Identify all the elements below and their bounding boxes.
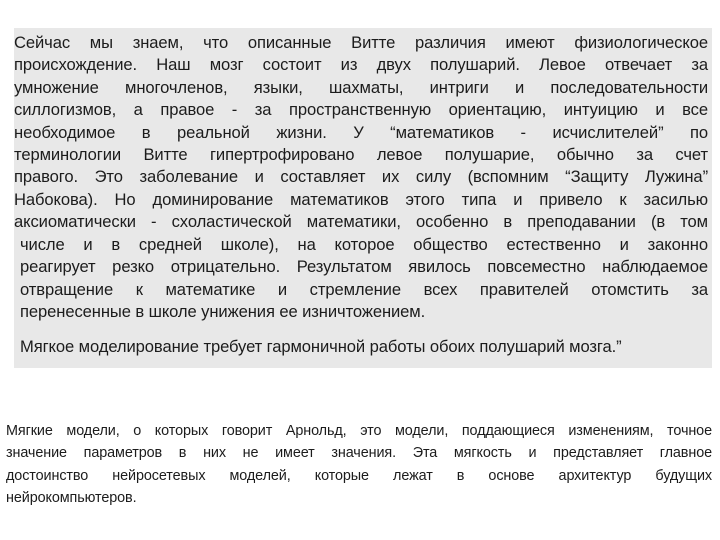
quote-line: терминологии Витте гипертрофировано левое полушарие, обычно за счет xyxy=(14,145,708,165)
quote-line: числе и в средней школе), на которое общество естественно и законно xyxy=(20,235,708,254)
quote-line: необходимое в реальной жизни. У “математиков - исчислителей” по xyxy=(14,122,708,142)
quote-line: умножение многочленов, языки, шахматы, интриги и последовательности xyxy=(14,77,708,97)
quote-line: происхождение. Наш мозг состоит из двух полушарий. Левое отвечает за xyxy=(14,55,708,75)
quote-line: реагирует резко отрицательно. Результатом явилось повсеместно наблюдаемое xyxy=(20,257,708,277)
body-paragraph xyxy=(6,420,712,510)
quote-line: Сейчас мы знаем, что описанные Витте различия имеют физиологическое xyxy=(14,33,708,52)
paragraph-line: достоинство нейросетевых моделей, которые лежат в основе архитектур будущих xyxy=(6,467,712,484)
quote-text-upper xyxy=(14,32,708,234)
paragraph-line: значение параметров в них не имеет значения. Эта мягкость и представляет главное xyxy=(6,445,712,462)
quote-closing-line: Мягкое моделирование требует гармоничной работы обоих полушарий мозга.” xyxy=(20,337,622,356)
quote-line: перенесенные в школе унижения ее изничтожением. xyxy=(20,302,426,322)
paragraph-line: Мягкие модели, о которых говорит Арнольд, это модели, поддающиеся изменениям, точное xyxy=(6,423,712,439)
quote-line: Набокова). Но доминирование математиков этого типа и привело к засилью xyxy=(14,189,708,209)
quote-line: отвращение к математике и стремление всех правителей отомстить за xyxy=(20,279,708,299)
quote-line: силлогизмов, а правое - за пространственную ориентацию, интуицию и все xyxy=(14,100,708,120)
quote-text-lower xyxy=(20,234,708,324)
quote-line: аксиоматически - схоластической математики, особенно в преподавании (в том xyxy=(14,212,708,232)
paragraph-line: нейрокомпьютеров. xyxy=(6,490,137,507)
quote-line: правого. Это заболевание и составляет их силу (вспомним “Защиту Лужина” xyxy=(14,167,708,187)
